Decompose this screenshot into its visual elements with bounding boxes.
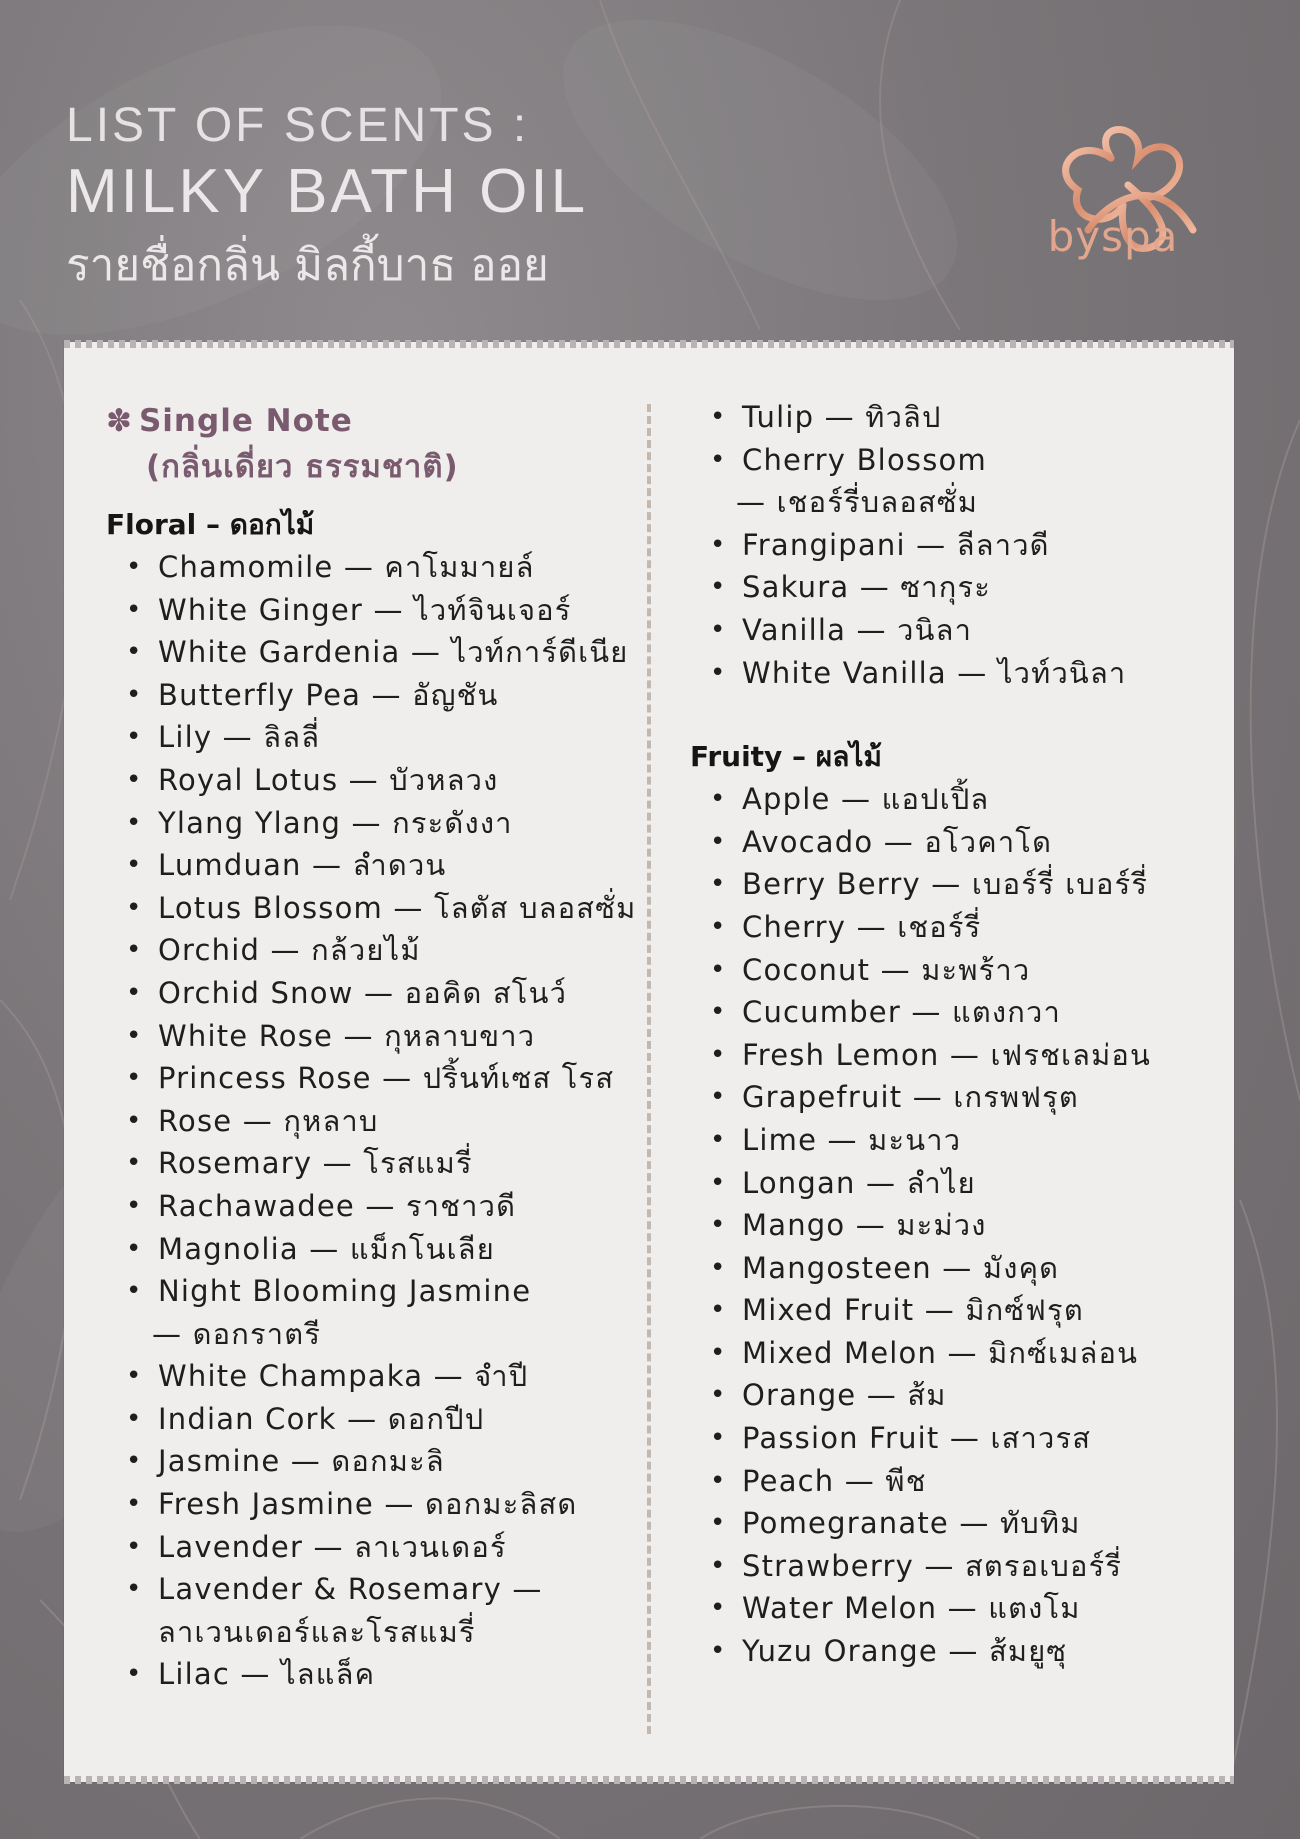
floral-group-title: Floral – ดอกไม้ — [106, 508, 315, 541]
list-item: • Yuzu Orange — ส้มยูซุ — [690, 1630, 1210, 1673]
section-subtitle: (กลิ่นเดี่ยว ธรรมชาติ) — [146, 449, 459, 485]
list-item: • Avocado — อโวคาโด — [690, 821, 1210, 864]
list-item: • Sakura — ซากุระ — [690, 566, 1210, 609]
list-item: • Lime — มะนาว — [690, 1119, 1210, 1162]
list-item: • Magnolia — แม็กโนเลีย — [106, 1228, 646, 1271]
list-item — [106, 1568, 646, 1653]
stitch-border-top — [64, 340, 1234, 348]
column-divider — [647, 404, 651, 1734]
list-item: • Tulip — ทิวลิป — [690, 396, 1210, 439]
list-item: • Rachawadee — ราชาวดี — [106, 1185, 646, 1228]
list-item: • Mixed Fruit — มิกซ์ฟรุต — [690, 1289, 1210, 1332]
list-item: • Rosemary — โรสแมรี่ — [106, 1142, 646, 1185]
list-item: • Fresh Lemon — เฟรชเลม่อน — [690, 1034, 1210, 1077]
list-item-line-1: Cherry Blossom — [742, 442, 987, 477]
stitch-border-bottom — [64, 1776, 1234, 1784]
list-item: • Cherry — เชอร์รี่ — [690, 906, 1210, 949]
list-item: • Lotus Blossom — โลตัส บลอสซั่ม — [106, 887, 646, 930]
list-item: • Fresh Jasmine — ดอกมะลิสด — [106, 1483, 646, 1526]
list-item: • Ylang Ylang — กระดังงา — [106, 802, 646, 845]
list-item: • White Vanilla — ไวท์วนิลา — [690, 652, 1210, 695]
scent-list-card — [64, 342, 1234, 1782]
list-item: • Lily — ลิลลี่ — [106, 716, 646, 759]
list-item: • Peach — พีช — [690, 1460, 1210, 1503]
list-item: • Jasmine — ดอกมะลิ — [106, 1440, 646, 1483]
list-item: • White Ginger — ไวท์จินเจอร์ — [106, 589, 646, 632]
list-item: • Cucumber — แตงกวา — [690, 991, 1210, 1034]
title-line-1: LIST OF SCENTS : — [66, 99, 530, 152]
list-item: • White Champaka — จำปี — [106, 1355, 646, 1398]
list-item-line-2: — เชอร์รี่บลอสซั่ม — [736, 485, 979, 520]
list-item: • Berry Berry — เบอร์รี่ เบอร์รี่ — [690, 863, 1210, 906]
right-column — [690, 396, 1210, 1673]
list-item-line-1: Night Blooming Jasmine — [158, 1274, 532, 1309]
list-item: • Chamomile — คาโมมายล์ — [106, 546, 646, 589]
list-item: • Orchid Snow — ออคิด สโนว์ — [106, 972, 646, 1015]
list-item: • Orchid — กล้วยไม้ — [106, 929, 646, 972]
fruity-group-title: Fruity – ผลไม้ — [690, 740, 882, 774]
list-item: • Rose — กุหลาบ — [106, 1100, 646, 1143]
list-item: • Mangosteen — มังคุด — [690, 1247, 1210, 1290]
list-item-line-2: — ดอกราตรี — [152, 1316, 322, 1351]
list-item: • White Rose — กุหลาบขาว — [106, 1015, 646, 1058]
list-item: • Coconut — มะพร้าว — [690, 949, 1210, 992]
list-item: • Mango — มะม่วง — [690, 1204, 1210, 1247]
title-line-2: MILKY BATH OIL — [66, 157, 589, 226]
title-line-thai: รายชื่อกลิ่น มิลกี้บาธ ออย — [66, 240, 549, 291]
list-item: • Passion Fruit — เสาวรส — [690, 1417, 1210, 1460]
flower-icon: ✽ — [106, 403, 133, 439]
list-item: • Frangipani — ลีลาวดี — [690, 524, 1210, 567]
list-item: • Strawberry — สตรอเบอร์รี่ — [690, 1545, 1210, 1588]
left-column — [106, 398, 646, 1696]
header — [66, 96, 588, 300]
fruity-list — [690, 778, 1210, 1672]
list-item: • Indian Cork — ดอกปีป — [106, 1398, 646, 1441]
list-item: • Orange — ส้ม — [690, 1374, 1210, 1417]
list-item: • Royal Lotus — บัวหลวง — [106, 759, 646, 802]
floral-list — [106, 546, 646, 1696]
section-title: Single Note — [138, 403, 353, 439]
list-item: • Princess Rose — ปริ้นท์เซส โรส — [106, 1057, 646, 1100]
list-item: • White Gardenia — ไวท์การ์ดีเนีย — [106, 631, 646, 674]
list-item: • Apple — แอปเปิ้ล — [690, 778, 1210, 821]
list-item-line-2: ลาเวนเดอร์และโรสแมรี่ — [158, 1614, 476, 1649]
list-item: • Water Melon — แตงโม — [690, 1587, 1210, 1630]
list-item: • Vanilla — วนิลา — [690, 609, 1210, 652]
list-item — [690, 439, 1210, 524]
section-heading — [106, 398, 646, 444]
list-item-line-1: Lavender & Rosemary — — [158, 1572, 543, 1607]
brand-wordmark: byspa — [1047, 212, 1179, 261]
list-item: • Mixed Melon — มิกซ์เมล่อน — [690, 1332, 1210, 1375]
list-item: • Longan — ลำไย — [690, 1162, 1210, 1205]
list-item: • Butterfly Pea — อัญชัน — [106, 674, 646, 717]
list-item: • Grapefruit — เกรพฟรุต — [690, 1076, 1210, 1119]
list-item: • Pomegranate — ทับทิม — [690, 1502, 1210, 1545]
list-item — [106, 1270, 646, 1355]
list-item: • Lavender — ลาเวนเดอร์ — [106, 1526, 646, 1569]
list-item: • Lilac — ไลแล็ค — [106, 1653, 646, 1696]
floral-continued-list — [690, 396, 1210, 694]
list-item: • Lumduan — ลำดวน — [106, 844, 646, 887]
